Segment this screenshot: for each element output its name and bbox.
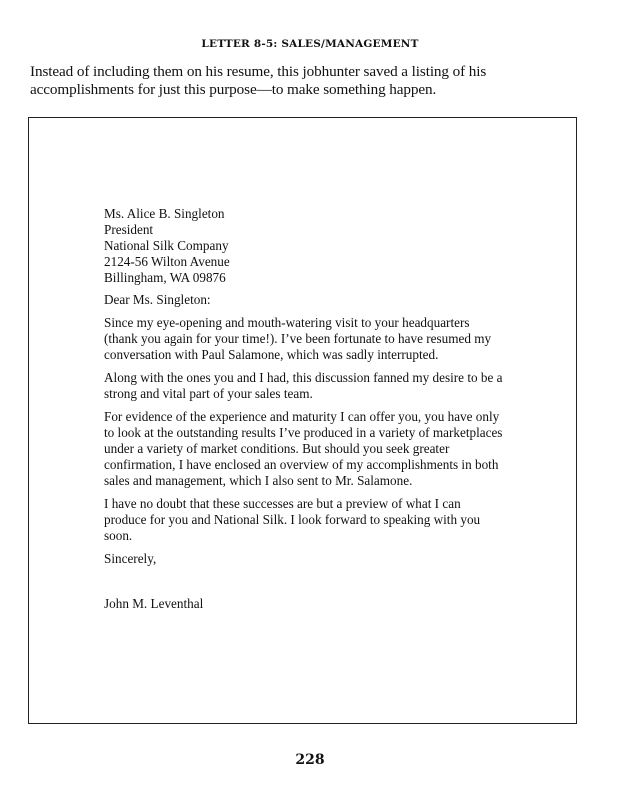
- closing: Sincerely,: [104, 551, 157, 566]
- page-number: 228: [295, 752, 325, 768]
- letter-paragraph: Since my eye-opening and mouth-watering visit to your headquarters (thank you again for your time!). I’ve been fortunate to have resumed my conversation with Paul Salamone, which was sadly interrupted.: [104, 315, 492, 362]
- recipient-city: Billingham, WA 09876: [104, 270, 226, 285]
- recipient-address: [104, 206, 504, 286]
- recipient-street: 2124-56 Wilton Avenue: [104, 254, 230, 269]
- letter-body: [104, 206, 504, 612]
- intro-text: Instead of including them on his resume, this jobhunter saved a listing of his accomplishments for just this purpose—to make something happen.: [30, 63, 487, 98]
- letter-paragraph: Along with the ones you and I had, this discussion fanned my desire to be a strong and vital part of your sales team.: [104, 370, 503, 401]
- letter-paragraph: For evidence of the experience and maturity I can offer you, you have only to look at the outstanding results I’ve produced in a variety of marketplaces under a variety of market conditions. But should you seek greater confirmation, I have enclosed an overview of my accomplishments in both sales and management, which I also sent to Mr. Salamone.: [104, 409, 503, 488]
- recipient-title: President: [104, 222, 154, 237]
- recipient-name: Ms. Alice B. Singleton: [104, 206, 225, 221]
- recipient-company: National Silk Company: [104, 238, 229, 253]
- letter-frame: [28, 117, 577, 724]
- signature-name: John M. Leventhal: [104, 596, 204, 611]
- salutation: Dear Ms. Singleton:: [104, 292, 211, 307]
- letter-paragraph: I have no doubt that these successes are but a preview of what I can produce for you and National Silk. I look forward to speaking with you soon.: [104, 496, 481, 543]
- page-title: LETTER 8-5: SALES/MANAGEMENT: [201, 38, 419, 50]
